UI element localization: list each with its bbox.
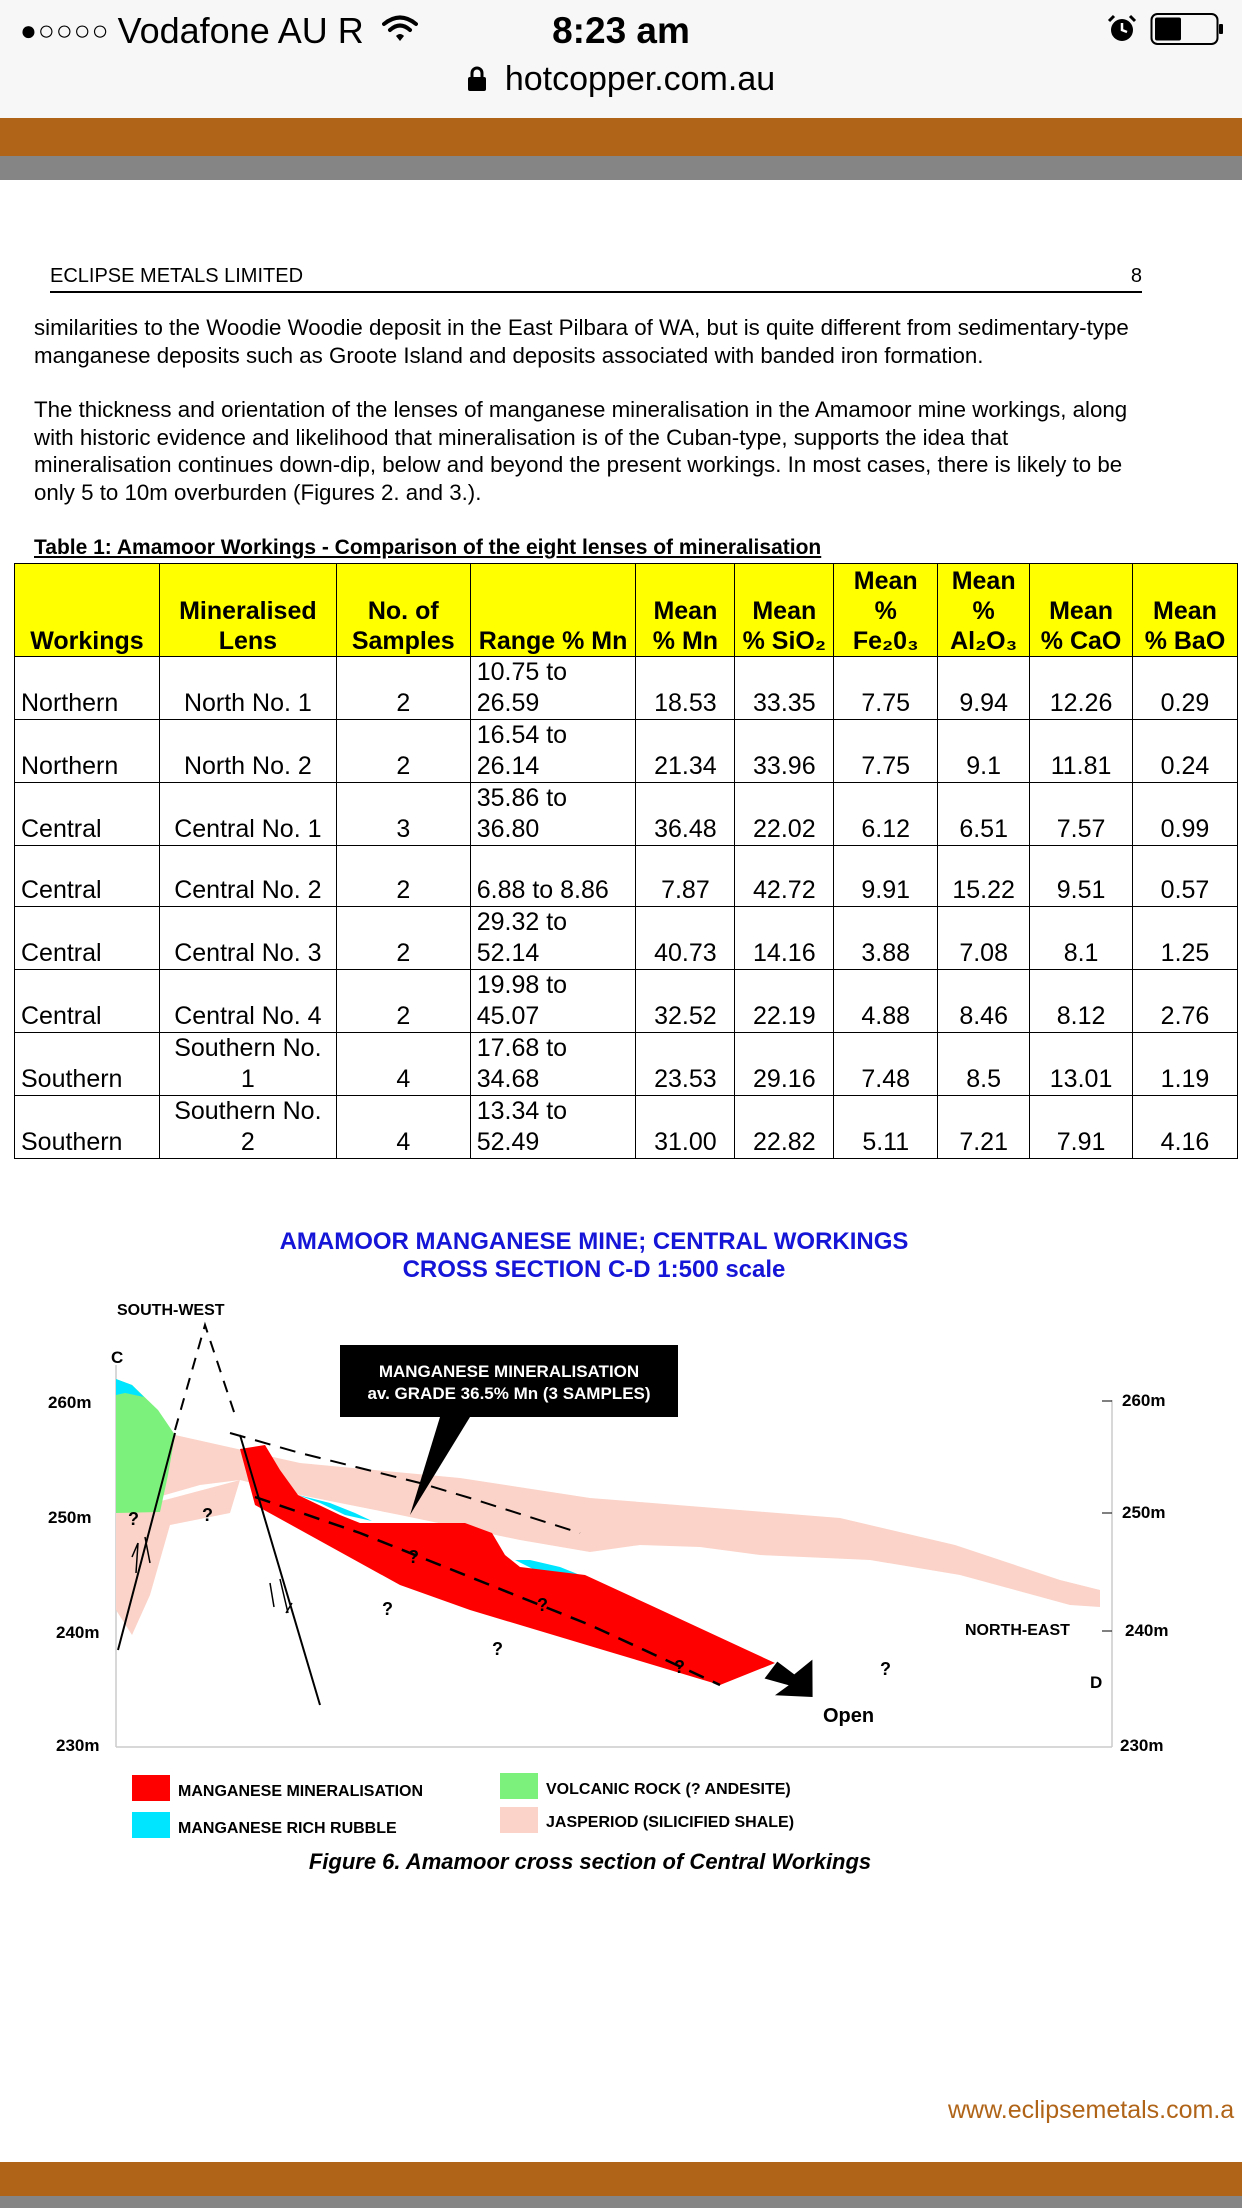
open-label: Open — [823, 1705, 875, 1727]
elevation-label: 230m — [1120, 1736, 1164, 1755]
legend-swatch-jasperoid — [500, 1807, 538, 1833]
question-mark: ? — [202, 1505, 213, 1525]
table-cell: Central No. 4 — [159, 970, 336, 1033]
table-cell: 2 — [336, 970, 470, 1033]
table-cell: Central No. 1 — [159, 783, 336, 846]
table-cell: 22.82 — [735, 1096, 834, 1159]
question-mark: ? — [537, 1595, 548, 1615]
table-cell: 14.16 — [735, 907, 834, 970]
paragraph-1: similarities to the Woodie Woodie deposit in the East Pilbara of WA, but is quite different from sedimentary-type manganese deposits such as Groote Island and deposits associated with banded iron formation. — [34, 315, 1129, 368]
col-header: Workings — [15, 564, 160, 657]
table-cell: 19.98 to 45.07 — [470, 970, 636, 1033]
table-cell: 21.34 — [636, 720, 735, 783]
table-row — [15, 846, 1238, 907]
table-cell: Northern — [15, 720, 160, 783]
table-cell: 9.94 — [938, 657, 1030, 720]
table-row — [15, 657, 1238, 720]
table-cell: Southern No. 2 — [159, 1096, 336, 1159]
table-row — [15, 1096, 1238, 1159]
table-cell: 3 — [336, 783, 470, 846]
table-cell: 8.1 — [1030, 907, 1133, 970]
table-cell: 36.48 — [636, 783, 735, 846]
table-cell: 32.52 — [636, 970, 735, 1033]
elevation-label: 250m — [1122, 1503, 1166, 1522]
table-cell: 8.46 — [938, 970, 1030, 1033]
table-cell: 29.32 to 52.14 — [470, 907, 636, 970]
question-mark: ? — [880, 1659, 891, 1679]
footer-band — [0, 2162, 1242, 2196]
table-cell: 42.72 — [735, 846, 834, 907]
table-cell: 0.57 — [1133, 846, 1238, 907]
company-name: ECLIPSE METALS LIMITED — [50, 265, 304, 287]
table-cell: 22.19 — [735, 970, 834, 1033]
col-header: Mean % Fe₂0₃ — [834, 564, 938, 657]
table-cell: 8.12 — [1030, 970, 1133, 1033]
table-cell: 5.11 — [834, 1096, 938, 1159]
elevation-label: 250m — [48, 1508, 92, 1527]
elevation-label: 240m — [56, 1623, 100, 1642]
table-cell: 13.34 to 52.49 — [470, 1096, 636, 1159]
table-cell: 7.75 — [834, 657, 938, 720]
question-mark: ? — [128, 1509, 139, 1529]
table-cell: 7.21 — [938, 1096, 1030, 1159]
table-cell: 6.51 — [938, 783, 1030, 846]
question-mark: ? — [492, 1639, 503, 1659]
col-header: Mean % Mn — [636, 564, 735, 657]
footer-grey-band — [0, 2196, 1242, 2208]
col-header: Mean % CaO — [1030, 564, 1133, 657]
table-cell: 23.53 — [636, 1033, 735, 1096]
page-number: 8 — [1130, 265, 1142, 287]
status-bar — [0, 0, 1242, 118]
table-row — [15, 1033, 1238, 1096]
table-row — [15, 970, 1238, 1033]
elevation-label: 230m — [56, 1736, 100, 1755]
table-cell: 7.48 — [834, 1033, 938, 1096]
callout-box — [340, 1345, 678, 1417]
site-header-band — [0, 118, 1242, 156]
table-cell: 35.86 to 36.80 — [470, 783, 636, 846]
table-cell: Southern — [15, 1033, 160, 1096]
table-cell: 7.87 — [636, 846, 735, 907]
table-cell: 16.54 to 26.14 — [470, 720, 636, 783]
table-row — [15, 907, 1238, 970]
question-mark: ? — [674, 1657, 685, 1677]
table-cell: 33.35 — [735, 657, 834, 720]
table-cell: 13.01 — [1030, 1033, 1133, 1096]
table-cell: 7.75 — [834, 720, 938, 783]
document-header — [50, 265, 1142, 293]
battery-icon — [1150, 12, 1224, 51]
url-text: hotcopper.com.au — [504, 60, 776, 98]
table-cell: 7.91 — [1030, 1096, 1133, 1159]
dashed-ridge-line — [175, 1325, 235, 1430]
table-body — [15, 657, 1238, 1159]
website-link[interactable]: www.eclipsemetals.com.a — [948, 2096, 1235, 2124]
table-cell: 6.12 — [834, 783, 938, 846]
lenses-table — [14, 563, 1238, 1159]
table-caption: Table 1: Amamoor Workings - Comparison of the eight lenses of mineralisation — [34, 536, 822, 559]
legend-label: MANGANESE RICH RUBBLE — [178, 1820, 397, 1837]
table-cell: 4 — [336, 1033, 470, 1096]
col-header: Mean % BaO — [1133, 564, 1238, 657]
table-cell: 2 — [336, 907, 470, 970]
table-cell: 0.29 — [1133, 657, 1238, 720]
clock: 8:23 am — [552, 10, 690, 51]
legend — [132, 1773, 794, 1838]
table-cell: 31.00 — [636, 1096, 735, 1159]
table-cell: 9.91 — [834, 846, 938, 907]
table-cell: 1.19 — [1133, 1033, 1238, 1096]
callout-line-1: MANGANESE MINERALISATION — [378, 1362, 640, 1381]
table-cell: Southern No. 1 — [159, 1033, 336, 1096]
figure-title-1: AMAMOOR MANGANESE MINE; CENTRAL WORKINGS — [279, 1228, 909, 1255]
legend-swatch-rubble — [132, 1812, 170, 1838]
table-cell: 0.24 — [1133, 720, 1238, 783]
point-c-label: C — [111, 1348, 124, 1367]
callout-line-2: av. GRADE 36.5% Mn (3 SAMPLES) — [367, 1384, 651, 1403]
table-cell: Central — [15, 907, 160, 970]
elevation-scale-left — [48, 1393, 99, 1755]
elevation-label: 240m — [1125, 1621, 1169, 1640]
table-cell: 9.1 — [938, 720, 1030, 783]
table-cell: 2 — [336, 720, 470, 783]
table-cell: 8.5 — [938, 1033, 1030, 1096]
legend-label: JASPERIOD (SILICIFIED SHALE) — [546, 1814, 795, 1831]
table-cell: 17.68 to 34.68 — [470, 1033, 636, 1096]
table-cell: Central No. 2 — [159, 846, 336, 907]
figure-title-2: CROSS SECTION C-D 1:500 scale — [402, 1256, 786, 1283]
table-cell: 0.99 — [1133, 783, 1238, 846]
table-cell: 7.57 — [1030, 783, 1133, 846]
col-header: No. of Samples — [336, 564, 470, 657]
figure-caption: Figure 6. Amamoor cross section of Central Workings — [308, 1849, 872, 1874]
table-cell: 2.76 — [1133, 970, 1238, 1033]
table-cell: 33.96 — [735, 720, 834, 783]
table-cell: 2 — [336, 846, 470, 907]
address-bar[interactable] — [0, 60, 1242, 101]
table-cell: 1.25 — [1133, 907, 1238, 970]
table-cell: 10.75 to 26.59 — [470, 657, 636, 720]
table-cell: 12.26 — [1030, 657, 1133, 720]
cross-section-figure — [0, 1215, 1242, 1895]
table-cell: Central — [15, 846, 160, 907]
legend-label: VOLCANIC ROCK (? ANDESITE) — [546, 1781, 791, 1798]
table-cell: 3.88 — [834, 907, 938, 970]
table-cell: 11.81 — [1030, 720, 1133, 783]
question-mark: ? — [382, 1599, 393, 1619]
table-cell: 4.88 — [834, 970, 938, 1033]
site-header-grey-band — [0, 156, 1242, 180]
point-d-label: D — [1090, 1673, 1103, 1692]
table-cell: 22.02 — [735, 783, 834, 846]
table-cell: 15.22 — [938, 846, 1030, 907]
table-cell: Northern — [15, 657, 160, 720]
col-header: Mineralised Lens — [159, 564, 336, 657]
elevation-label: 260m — [48, 1393, 92, 1412]
table-cell: North No. 2 — [159, 720, 336, 783]
table-cell: 7.08 — [938, 907, 1030, 970]
table-cell: Central No. 3 — [159, 907, 336, 970]
table-cell: 6.88 to 8.86 — [470, 846, 636, 907]
lock-icon — [467, 62, 487, 101]
table-row — [15, 720, 1238, 783]
table-cell: Central — [15, 970, 160, 1033]
table-cell: 4 — [336, 1096, 470, 1159]
paragraph-2: The thickness and orientation of the lenses of manganese mineralisation in the Amamoor mine workings, along with historic evidence and likelihood that mineralisation is of the Cuban-type, supports the idea that mineralisation continues down-dip, below and beyond the present workings. In most cases, there is likely to be only 5 to 10m overburden (Figures 2. and 3.). — [34, 397, 1128, 505]
table-cell: 2 — [336, 657, 470, 720]
table-cell: 18.53 — [636, 657, 735, 720]
table-cell: 4.16 — [1133, 1096, 1238, 1159]
legend-label: MANGANESE MINERALISATION — [178, 1783, 424, 1800]
status-icons — [1106, 12, 1224, 51]
legend-swatch-volcanic — [500, 1773, 538, 1799]
table-cell: Southern — [15, 1096, 160, 1159]
question-mark: ? — [408, 1547, 419, 1567]
table-cell: Central — [15, 783, 160, 846]
col-header: Mean % Al₂O₃ — [938, 564, 1030, 657]
table-cell: North No. 1 — [159, 657, 336, 720]
carrier-name: Vodafone AU R — [117, 10, 364, 51]
signal-strength-icon: ●○○○○ — [20, 15, 110, 46]
table-row — [15, 783, 1238, 846]
alarm-icon — [1106, 13, 1138, 50]
table-cell: 40.73 — [636, 907, 735, 970]
legend-swatch-mineralisation — [132, 1775, 170, 1801]
elevation-label: 260m — [1122, 1391, 1166, 1410]
north-east-label: NORTH-EAST — [965, 1622, 1070, 1639]
table-header-row — [15, 564, 1238, 657]
col-header: Range % Mn — [470, 564, 636, 657]
table-cell: 29.16 — [735, 1033, 834, 1096]
table-cell: 9.51 — [1030, 846, 1133, 907]
col-header: Mean % SiO₂ — [735, 564, 834, 657]
south-west-label: SOUTH-WEST — [117, 1302, 225, 1319]
